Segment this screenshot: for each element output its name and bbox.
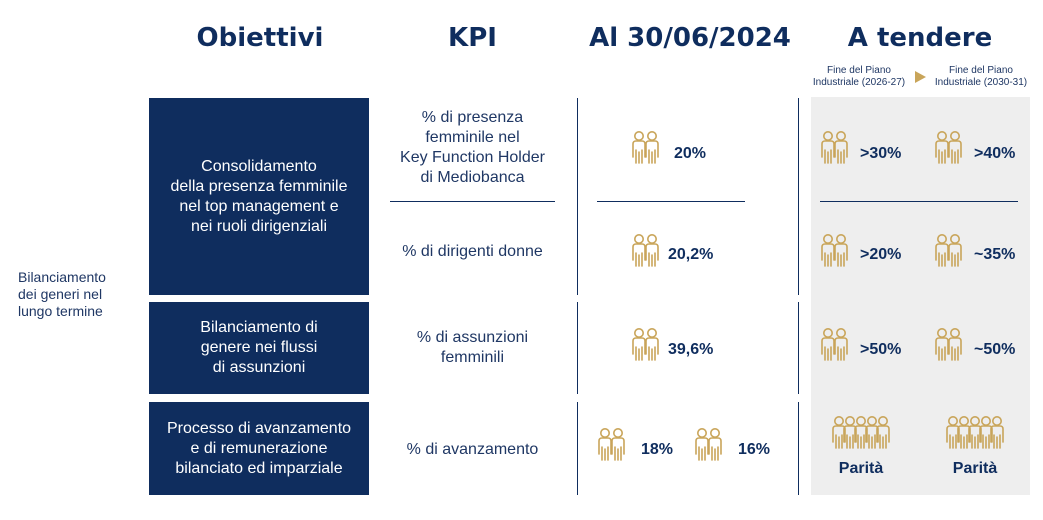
current-value-4a: 18% [641, 441, 674, 458]
plan-2030: Fine del Piano Industriale (2030-31) [934, 65, 1028, 88]
divider-target-r4 [798, 402, 799, 495]
target-value-3b: ~50% [974, 341, 1016, 358]
people-pair-icon [597, 428, 627, 468]
target-value-2a: >20% [860, 246, 902, 263]
divider-current-r12 [577, 98, 578, 295]
kpi-2 [380, 232, 565, 272]
objective-1 [149, 98, 369, 295]
people-pair-icon [820, 131, 850, 171]
target-divider [820, 201, 1018, 202]
header-kpi: KPI [448, 23, 497, 53]
objective-1-text: Consolidamento della presenza femminile nel top management e nei ruoli dirigenziali [170, 157, 348, 235]
divider-current-r3 [577, 302, 578, 394]
divider-current-r4 [577, 402, 578, 495]
kpi-2-text: % di dirigenti donne [402, 243, 543, 260]
people-pair-icon [934, 131, 964, 171]
current-value-3: 39,6% [668, 341, 714, 358]
people-pair-icon [631, 234, 661, 274]
plan-2026: Fine del Piano Industriale (2026-27) [812, 65, 906, 88]
kpi-1-text: % di presenza femminile nel Key Function Holder di Mediobanca [400, 108, 545, 186]
target-value-4a: Parità [838, 460, 884, 477]
people-pair-icon [934, 234, 964, 274]
people-pair-icon [694, 428, 724, 468]
header-tendere: A tendere [847, 23, 993, 53]
people-pair-icon [934, 328, 964, 368]
header-obiettivi: Obiettivi [196, 23, 324, 53]
divider-target-r3 [798, 302, 799, 394]
objective-2 [149, 302, 369, 394]
target-value-2b: ~35% [974, 246, 1016, 263]
divider-target-r12 [798, 98, 799, 295]
side-label: Bilanciamento dei generi nel lungo termine [18, 269, 106, 319]
people-group-icon [830, 416, 892, 456]
current-value-2: 20,2% [668, 246, 714, 263]
people-pair-icon [820, 234, 850, 274]
kpi-3-text: % di assunzioni femminili [416, 328, 529, 366]
objective-3-text: Processo di avanzamento e di remunerazione bilanciato ed imparziale [166, 419, 352, 477]
current-divider [597, 201, 745, 202]
people-pair-icon [820, 328, 850, 368]
current-value-1: 20% [674, 145, 707, 162]
target-value-1a: >30% [860, 145, 902, 162]
people-group-icon [944, 416, 1006, 456]
kpi-divider [390, 201, 555, 202]
target-value-4b: Parità [952, 460, 998, 477]
kpi-3 [380, 320, 565, 375]
current-value-4b: 16% [738, 441, 771, 458]
triangle-arrow-icon [913, 70, 927, 84]
kpi-1 [380, 100, 565, 195]
people-pair-icon [631, 328, 661, 368]
objective-3 [149, 402, 369, 495]
target-value-3a: >50% [860, 341, 902, 358]
kpi-4 [380, 430, 565, 470]
kpi-4-text: % di avanzamento [406, 441, 539, 458]
target-value-1b: >40% [974, 145, 1016, 162]
people-pair-icon [631, 131, 661, 171]
header-al: Al 30/06/2024 [589, 23, 791, 53]
objective-2-text: Bilanciamento di genere nei flussi di assunzioni [200, 319, 318, 376]
